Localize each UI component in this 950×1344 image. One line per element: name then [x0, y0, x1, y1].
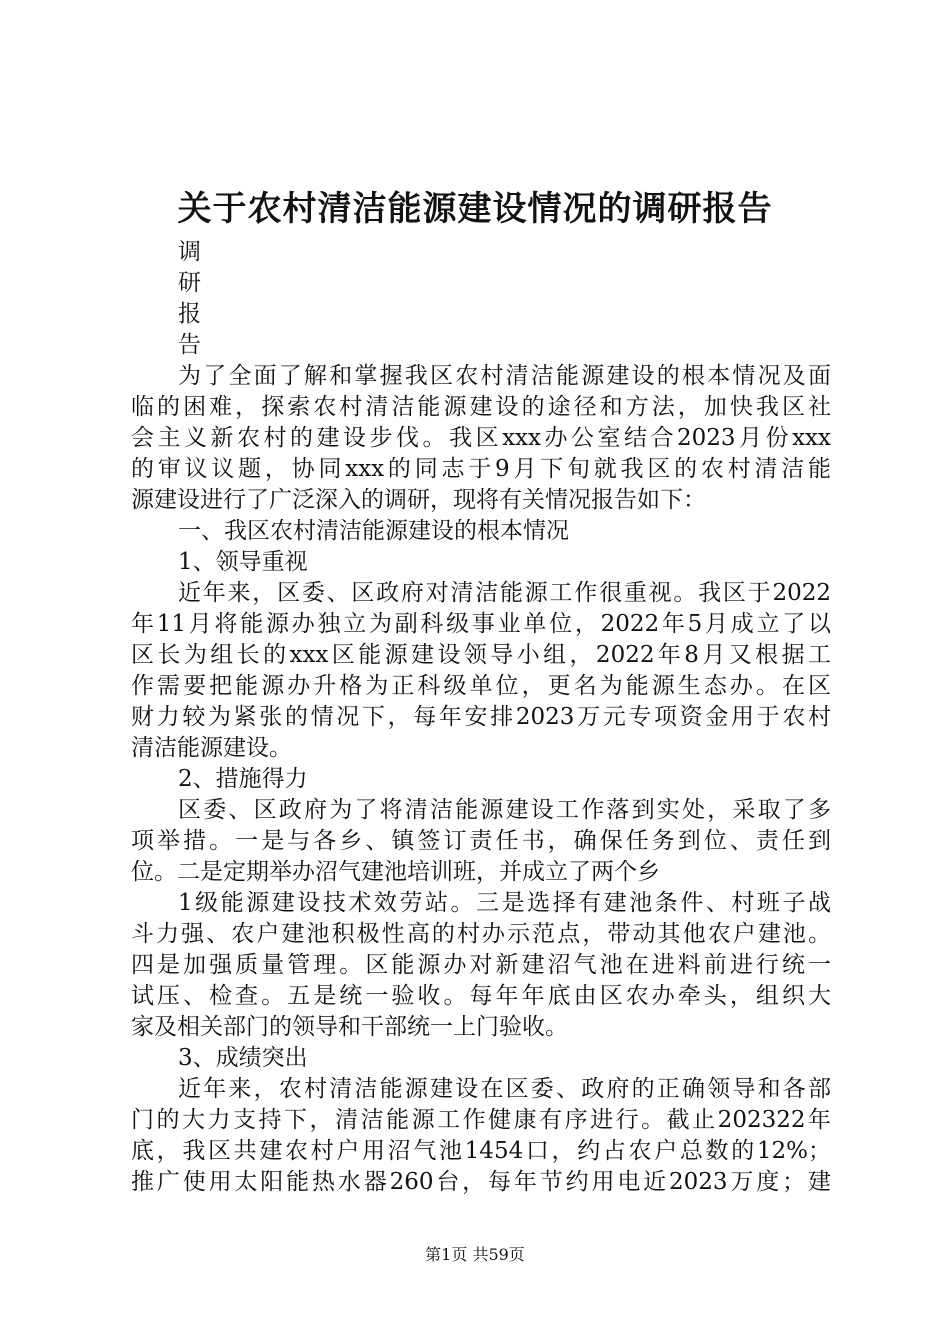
body-line: 近年来，区委、区政府对清洁能源工作很重视。我区于2022 [178, 580, 831, 606]
body-line: 为了全面了解和掌握我区农村清洁能源建设的根本情况及面 [178, 363, 831, 389]
body-line: 门的大力支持下，清洁能源工作健康有序进行。截止202322年 [131, 1107, 831, 1133]
body-line: 斗力强、农户建池积极性高的村办示范点，带动其他农户建池。 [131, 921, 831, 947]
subsection-heading: 1、领导重视 [178, 549, 308, 575]
body-line: 财力较为紧张的情况下，每年安排2023万元专项资金用于农村 [131, 704, 831, 730]
body-line: 的审议议题，协同xxx的同志于9月下旬就我区的农村清洁能 [131, 456, 831, 482]
body-line: 1级能源建设技术效劳站。三是选择有建池条件、村班子战 [178, 890, 831, 916]
body-line: 位。二是定期举办沼气建池培训班，并成立了两个乡 [131, 859, 660, 885]
vertical-char: 调 [178, 239, 201, 265]
body-line: 底，我区共建农村户用沼气池1454口，约占农户总数的12%； [131, 1138, 831, 1164]
body-line: 家及相关部门的领导和干部统一上门验收。 [131, 1014, 568, 1040]
body-line: 推广使用太阳能热水器260台，每年节约用电近2023万度；建 [131, 1169, 831, 1195]
document-title: 关于农村清洁能源建设情况的调研报告 [177, 189, 773, 229]
subsection-heading: 3、成绩突出 [178, 1045, 308, 1071]
body-line: 试压、检查。五是统一验收。每年年底由区农办牵头，组织大 [131, 983, 831, 1009]
body-line: 区长为组长的xxx区能源建设领导小组，2022年8月又根据工 [131, 642, 831, 668]
body-line: 区委、区政府为了将清洁能源建设工作落到实处，采取了多 [178, 797, 831, 823]
subsection-heading: 2、措施得力 [178, 766, 308, 792]
body-line: 临的困难，探索农村清洁能源建设的途径和方法，加快我区社 [131, 394, 831, 420]
body-line: 四是加强质量管理。区能源办对新建沼气池在进料前进行统一 [131, 952, 831, 978]
body-line: 年11月将能源办独立为副科级事业单位，2022年5月成立了以 [131, 611, 831, 637]
body-line: 作需要把能源办升格为正科级单位，更名为能源生态办。在区 [131, 673, 831, 699]
body-line: 近年来，农村清洁能源建设在区委、政府的正确领导和各部 [178, 1076, 831, 1102]
vertical-char: 告 [178, 332, 201, 358]
section-heading: 一、我区农村清洁能源建设的根本情况 [178, 518, 569, 544]
vertical-char: 报 [178, 301, 201, 327]
body-line: 清洁能源建设。 [131, 735, 292, 761]
body-line: 源建设进行了广泛深入的调研，现将有关情况报告如下： [131, 487, 706, 513]
vertical-char: 研 [178, 270, 201, 296]
body-line: 会主义新农村的建设步伐。我区xxx办公室结合2023月份xxx [131, 425, 831, 451]
body-line: 项举措。一是与各乡、镇签订责任书，确保任务到位、责任到 [131, 828, 831, 854]
page-footer: 第1页 共59页 [425, 1245, 525, 1264]
